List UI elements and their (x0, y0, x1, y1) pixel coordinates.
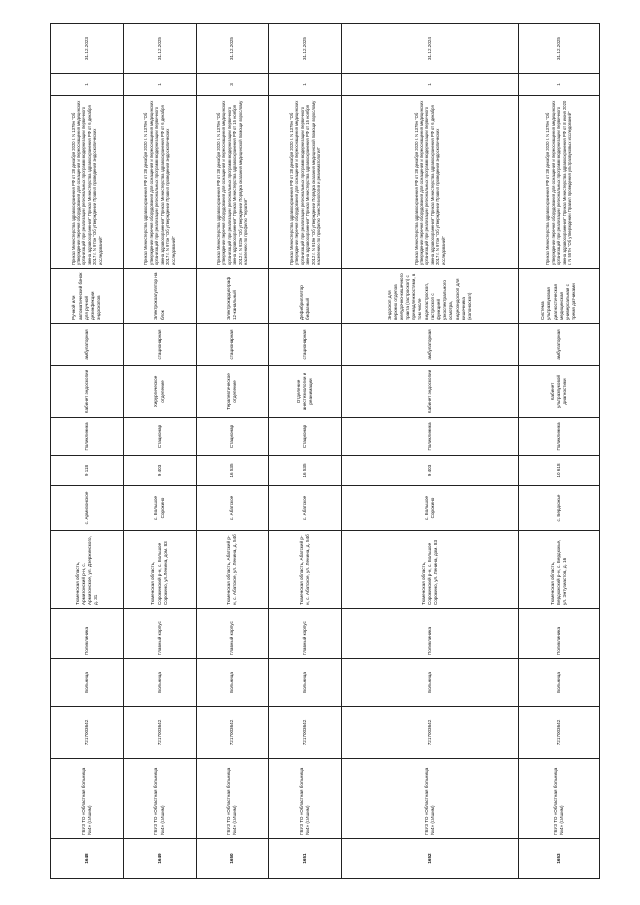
inn-code-cell: 7217003642 (342, 707, 519, 759)
quantity-cell: 1 (123, 74, 196, 96)
legal-basis-cell: Приказ Министерства здравоохранения РФ от 28 декабря 2020 г. N 1379н "Об утверждении перечня оборудования для оснащения и переоснащения медицинских организаций при реализации региональных программ модернизации первичного звена здравоохранения" Приказ Министерства здравоохранения РФ от 6 декабря 2017 г. N 974н "Об утверждении Правил проведения эндоскопических исследований" (123, 96, 196, 269)
facility-type-cell: Больница (196, 659, 269, 707)
department-cell: Кабинет эндоскопии (342, 366, 519, 418)
row-number-cell: 1650 (196, 839, 269, 879)
due-date-cell: 31.12.2024 (342, 24, 519, 74)
care-type-cell: амбулаторная (51, 324, 124, 366)
building-name-cell: Поликлиника (342, 609, 519, 659)
facility-type-cell: Больница (342, 659, 519, 707)
settlement-cell: с. Абатское (196, 486, 269, 531)
due-date-cell: 31.12.2025 (196, 24, 269, 74)
population-cell: 9 403 (123, 456, 196, 486)
department-cell: Кабинет ультразвуковой диагностики (518, 366, 599, 418)
equipment-name-cell: Электрокоагулятор на блок (123, 269, 196, 324)
care-type-cell: амбулаторная (342, 324, 519, 366)
department-cell: Кабинет эндоскопии (51, 366, 124, 418)
unit-type-cell: Поликлиника (51, 418, 124, 456)
row-number-cell: 1651 (269, 839, 342, 879)
building-name-cell: Главный корпус (269, 609, 342, 659)
organization-name-cell: ГБУЗ ТО «Областная больница №4» (г.Ишим) (342, 759, 519, 839)
equipment-name-cell: Дефибриллятор бифазный (269, 269, 342, 324)
row-number-cell: 1653 (518, 839, 599, 879)
building-name-cell: Поликлиника (51, 609, 124, 659)
inn-code-cell: 7217003642 (518, 707, 599, 759)
legal-basis-cell: Приказ Министерства здравоохранения РФ от 28 декабря 2020 г. N 1379н "Об утверждении перечня оборудования для оснащения и переоснащения медицинских организаций при реализации региональных программ модернизации первичного звена здравоохранения" Приказ Министерства здравоохранения РФ от 6 декабря 2017 г. N 974н "Об утверждении Правил проведения эндоскопических исследований" (342, 96, 519, 269)
table-row (196, 24, 269, 879)
facility-type-cell: Больница (123, 659, 196, 707)
facility-type-cell: Больница (269, 659, 342, 707)
table-row (518, 24, 599, 879)
organization-name-cell: ГБУЗ ТО «Областная больница №4» (г.Ишим) (269, 759, 342, 839)
building-name-cell: Главный корпус (123, 609, 196, 659)
row-number-cell: 1649 (123, 839, 196, 879)
population-cell: 16 535 (269, 456, 342, 486)
equipment-name-cell: Эндоскоп для верхних отделов желудочно-кишечного тракта (гастроскоп) с принадлежностями, в том числе видеогастроскоп, гастроскоп с функцией узкоспектрального осмотра, видеоэндоскоп для кишечника (колоноскоп) (342, 269, 519, 324)
address-cell: Тюменская область, Абатский р-н, с. Абатское, ул. Ленина, д. 54б (196, 531, 269, 609)
organization-name-cell: ГБУЗ ТО «Областная больница №4» (г.Ишим) (123, 759, 196, 839)
quantity-cell: 3 (196, 74, 269, 96)
facility-type-cell: Больница (518, 659, 599, 707)
address-cell: Тюменская область, Армизонский р-н, с. Армизонское, ул. Дзержинского, д. 31 (51, 531, 124, 609)
department-cell: Терапевтическое отделение (196, 366, 269, 418)
care-type-cell: стационарная (123, 324, 196, 366)
quantity-cell: 1 (51, 74, 124, 96)
department-cell: Хирургическое отделение (123, 366, 196, 418)
legal-basis-cell: Приказ Министерства здравоохранения РФ от 28 декабря 2020 г. N 1379н "Об утверждении перечня оборудования для оснащения и переоснащения медицинских организаций при реализации региональных программ модернизации первичного звена здравоохранения" Приказ Министерства здравоохранения РФ от 8 июня 2020 г. N 557н "Об утверждении Правил проведения ультразвуковых исследований" (518, 96, 599, 269)
settlement-cell: с. Армизонское (51, 486, 124, 531)
care-type-cell: стационарная (269, 324, 342, 366)
inn-code-cell: 7217003642 (51, 707, 124, 759)
quantity-cell: 1 (518, 74, 599, 96)
equipment-name-cell: Ручной или автоматический бачок для ручной дезинфекции эндоскопов (51, 269, 124, 324)
inn-code-cell: 7217003642 (269, 707, 342, 759)
table-row (123, 24, 196, 879)
table-row (342, 24, 519, 879)
row-number-cell: 1652 (342, 839, 519, 879)
population-cell: 9 118 (51, 456, 124, 486)
building-name-cell: Главный корпус (196, 609, 269, 659)
unit-type-cell: Стационар (196, 418, 269, 456)
equipment-name-cell: Система ультразвуковая диагностическая медицинская универсальная с тремя датчиками (518, 269, 599, 324)
quantity-cell: 1 (269, 74, 342, 96)
population-cell: 16 535 (196, 456, 269, 486)
legal-basis-cell: Приказ Министерства здравоохранения РФ от 28 декабря 2020 г. N 1379н "Об утверждении перечня оборудования для оснащения и переоснащения медицинских организаций при реализации региональных программ модернизации первичного звена здравоохранения" Приказ Министерства здравоохранения РФ от 15 ноября 2012 г. N 919н "Об утверждении Порядка оказания медицинской помощи взрослому населению по профилю "анестезиология и реаниматология" (269, 96, 342, 269)
care-type-cell: амбулаторная (518, 324, 599, 366)
settlement-cell: с. Большое Сорокино (123, 486, 196, 531)
unit-type-cell: Стационар (269, 418, 342, 456)
row-number-cell: 1648 (51, 839, 124, 879)
address-cell: Тюменская область, Бердюжский р-н, с. Бердюжье, ул. Энтузиастов, д. 16 (518, 531, 599, 609)
address-cell: Тюменская область, Сорокинский р-н, с. Большое Сорокино, ул. Ленина, дом. 83 (342, 531, 519, 609)
unit-type-cell: Поликлиника (518, 418, 599, 456)
table-row (51, 24, 124, 879)
due-date-cell: 31.12.2025 (518, 24, 599, 74)
building-name-cell: Поликлиника (518, 609, 599, 659)
unit-type-cell: Поликлиника (342, 418, 519, 456)
department-cell: Отделение анестезиологии и реанимации (269, 366, 342, 418)
rotated-table-container (50, 24, 600, 879)
inn-code-cell: 7217003642 (196, 707, 269, 759)
population-cell: 10 618 (518, 456, 599, 486)
equipment-table (50, 23, 600, 879)
due-date-cell: 31.12.2023 (51, 24, 124, 74)
settlement-cell: с. Бердюжье (518, 486, 599, 531)
equipment-name-cell: Электрокардиограф 12-канальный (196, 269, 269, 324)
table-row (269, 24, 342, 879)
legal-basis-cell: Приказ Министерства здравоохранения РФ от 28 декабря 2020 г. N 1379н "Об утверждении перечня оборудования для оснащения и переоснащения медицинских организаций при реализации региональных программ модернизации первичного звена здравоохранения" Приказ Министерства здравоохранения РФ от 15 ноября 2012 г. N 923н "Об утверждении Порядка оказания медицинской помощи взрослому населению по профилю "терапия" (196, 96, 269, 269)
address-cell: Тюменская область, Абатский р-н, с. Абатское, ул. Ленина, д. 54б (269, 531, 342, 609)
settlement-cell: с. Большое Сорокино (342, 486, 519, 531)
due-date-cell: 31.12.2025 (269, 24, 342, 74)
facility-type-cell: Больница (51, 659, 124, 707)
settlement-cell: с. Абатское (269, 486, 342, 531)
organization-name-cell: ГБУЗ ТО «Областная больница №4» (г.Ишим) (51, 759, 124, 839)
care-type-cell: стационарная (196, 324, 269, 366)
document-table-area (50, 24, 600, 879)
inn-code-cell: 7217003642 (123, 707, 196, 759)
organization-name-cell: ГБУЗ ТО «Областная больница №4» (г.Ишим) (196, 759, 269, 839)
unit-type-cell: Стационар (123, 418, 196, 456)
address-cell: Тюменская область, Сорокинский р-н, с. Большое Сорокино, ул.Ленина, дом. 83 (123, 531, 196, 609)
legal-basis-cell: Приказ Министерства здравоохранения РФ от 28 декабря 2020 г. N 1379н "Об утверждении перечня оборудования для оснащения и переоснащения медицинских организаций при реализации региональных программ модернизации первичного звена здравоохранения" Приказ Министерства здравоохранения РФ от 6 декабря 2017 г. N 974н "Об утверждении Правил проведения эндоскопических исследований" (51, 96, 124, 269)
due-date-cell: 31.12.2025 (123, 24, 196, 74)
quantity-cell: 1 (342, 74, 519, 96)
organization-name-cell: ГБУЗ ТО «Областная больница №4» (г.Ишим) (518, 759, 599, 839)
population-cell: 9 403 (342, 456, 519, 486)
